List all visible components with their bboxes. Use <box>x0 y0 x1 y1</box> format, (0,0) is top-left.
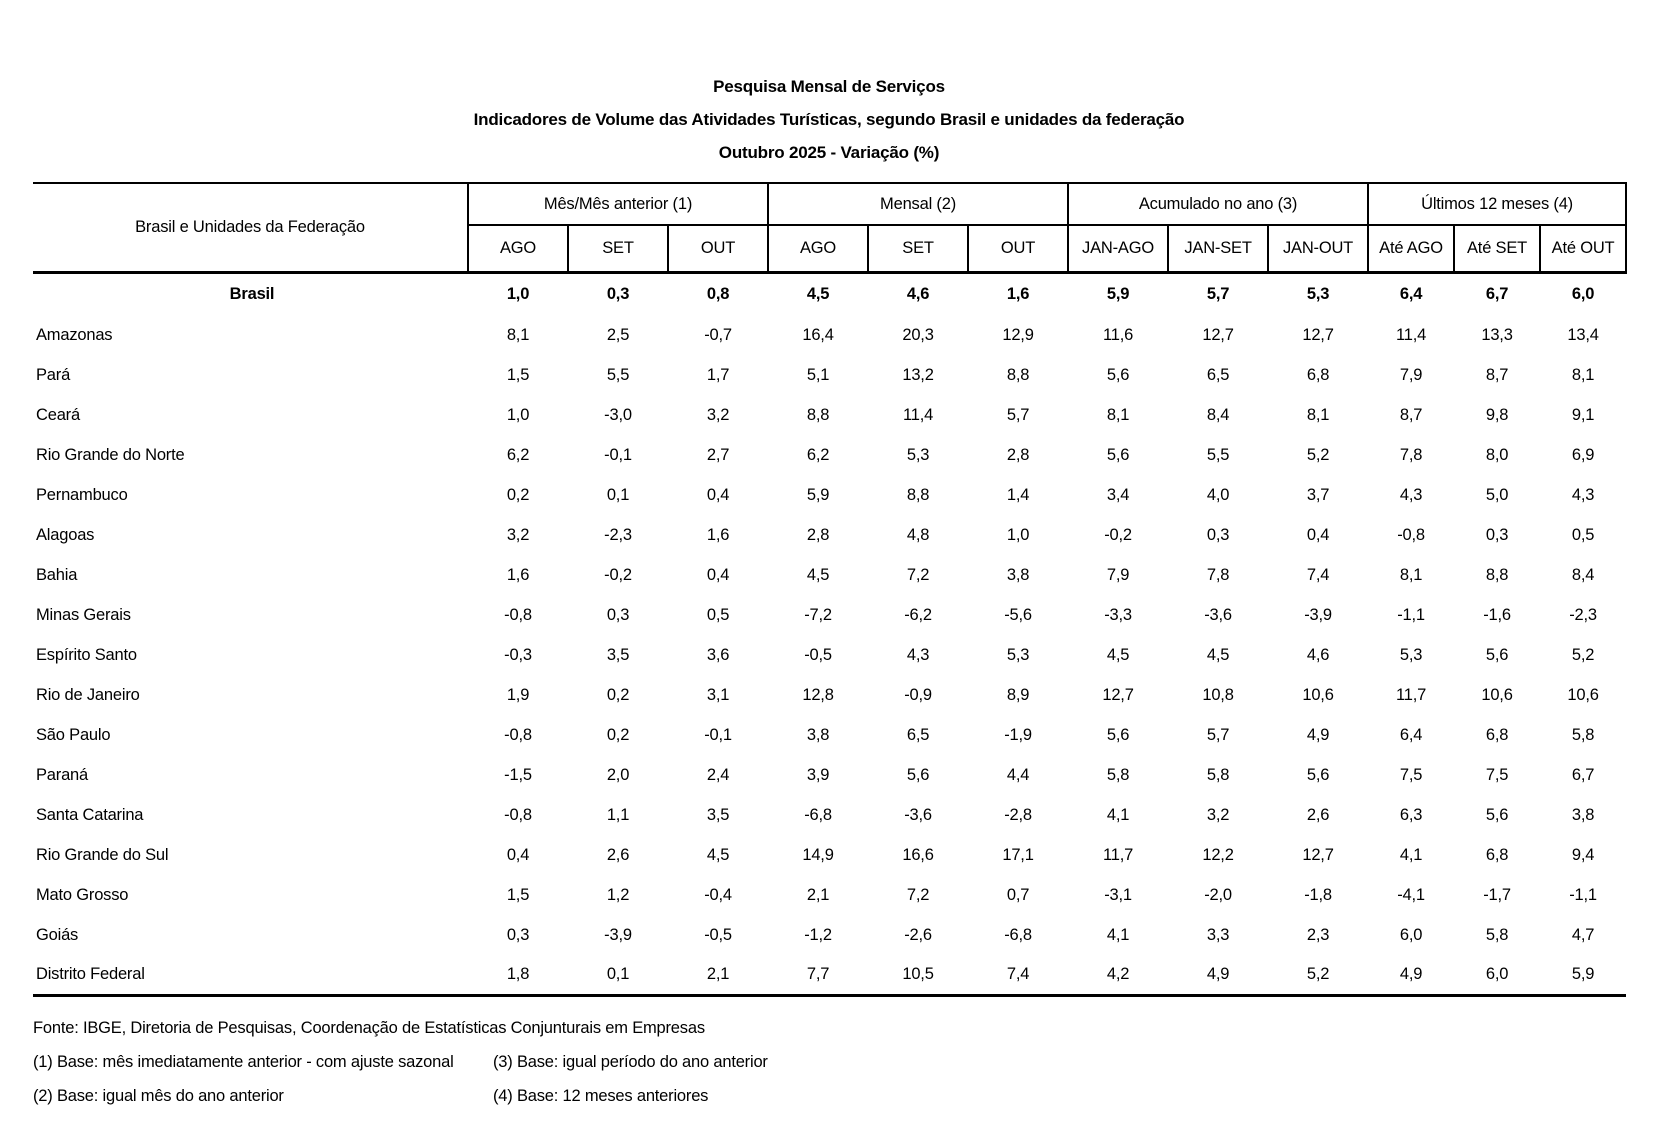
row-label: São Paulo <box>36 725 111 744</box>
value-cell: 4,5 <box>1106 645 1130 664</box>
value-cell: 5,5 <box>606 365 630 384</box>
value-cell: 5,9 <box>1540 955 1626 995</box>
value-cell: 4,3 <box>906 645 930 664</box>
value-cell: 12,9 <box>1002 325 1034 344</box>
value-cell: 1,5 <box>506 885 530 904</box>
value-cell: 7,7 <box>768 955 868 995</box>
value-cell: 0,3 <box>506 925 530 944</box>
value-cell: 4,7 <box>1571 925 1595 944</box>
value-cell: 2,6 <box>606 845 630 864</box>
value-cell: -0,9 <box>904 685 932 704</box>
row-label: Pernambuco <box>36 485 128 504</box>
value-cell: 8,7 <box>1485 365 1509 384</box>
table-row <box>33 355 1626 395</box>
value-cell: 1,1 <box>606 805 630 824</box>
value-cell: 0,2 <box>506 485 530 504</box>
value-cell: 2,1 <box>806 885 830 904</box>
value-cell: 6,4 <box>1399 725 1423 744</box>
value-cell: 5,6 <box>1106 445 1130 464</box>
value-cell: 17,1 <box>1002 845 1034 864</box>
value-cell: 0,1 <box>568 955 668 995</box>
value-cell: 5,6 <box>1106 725 1130 744</box>
value-cell: 8,9 <box>1006 685 1030 704</box>
value-cell: 0,5 <box>1571 525 1595 544</box>
value-cell: -2,3 <box>1569 605 1597 624</box>
column-header: AGO <box>768 225 868 272</box>
value-cell: -1,5 <box>504 765 532 784</box>
row-label: Goiás <box>36 925 79 944</box>
value-cell: -1,9 <box>1004 725 1032 744</box>
value-cell: 5,2 <box>1268 955 1368 995</box>
row-label: Paraná <box>36 765 89 784</box>
column-group-header-3: Acumulado no ano (3) <box>1068 183 1368 225</box>
value-cell: 12,7 <box>1302 325 1334 344</box>
value-cell: 0,4 <box>506 845 530 864</box>
value-cell: 4,9 <box>1168 955 1268 995</box>
value-cell: 5,2 <box>1306 445 1330 464</box>
value-cell: 4,1 <box>1106 925 1130 944</box>
value-cell: 6,9 <box>1571 445 1595 464</box>
value-cell: 6,0 <box>1571 284 1595 303</box>
value-cell: 4,9 <box>1306 725 1330 744</box>
value-cell: 9,8 <box>1485 405 1509 424</box>
value-cell: 5,3 <box>1306 284 1330 303</box>
report-title: Pesquisa Mensal de Serviços <box>713 77 945 96</box>
source-note: Fonte: IBGE, Diretoria de Pesquisas, Coordenação de Estatísticas Conjunturais em Empresas <box>33 1018 705 1037</box>
value-cell: 0,4 <box>1306 525 1330 544</box>
value-cell: 4,5 <box>806 565 830 584</box>
column-group-header-2: Mensal (2) <box>768 183 1068 225</box>
value-cell: 12,8 <box>802 685 834 704</box>
value-cell: -3,9 <box>604 925 632 944</box>
value-cell: 1,4 <box>1006 485 1030 504</box>
value-cell: 5,7 <box>1206 725 1230 744</box>
value-cell: -0,1 <box>604 445 632 464</box>
value-cell: -5,6 <box>1004 605 1032 624</box>
value-cell: -3,1 <box>1104 885 1132 904</box>
value-cell: 16,6 <box>902 845 934 864</box>
value-cell: 3,5 <box>606 645 630 664</box>
row-label: Santa Catarina <box>36 805 144 824</box>
value-cell: -6,2 <box>904 605 932 624</box>
table-row <box>33 395 1626 435</box>
report-subtitle: Indicadores de Volume das Atividades Turísticas, segundo Brasil e unidades da federação <box>473 110 1185 129</box>
value-cell: 5,6 <box>906 765 930 784</box>
value-cell: 4,3 <box>1399 485 1423 504</box>
row-label: Alagoas <box>36 525 95 544</box>
value-cell: -1,1 <box>1397 605 1425 624</box>
value-cell: 13,2 <box>902 365 934 384</box>
value-cell: 8,4 <box>1571 565 1595 584</box>
table-row <box>33 915 1626 955</box>
value-cell: 5,6 <box>1485 645 1509 664</box>
value-cell: 5,3 <box>1006 645 1030 664</box>
value-cell: 3,9 <box>806 765 830 784</box>
table-body <box>33 272 1626 995</box>
value-cell: 4,5 <box>806 284 830 303</box>
value-cell: 20,3 <box>902 325 934 344</box>
value-cell: -3,9 <box>1304 605 1332 624</box>
value-cell: -0,2 <box>1104 525 1132 544</box>
value-cell: 3,3 <box>1206 925 1230 944</box>
value-cell: -1,1 <box>1569 885 1597 904</box>
value-cell: 8,4 <box>1206 405 1230 424</box>
table-row <box>33 955 1626 995</box>
value-cell: 0,3 <box>1206 525 1230 544</box>
column-header: SET <box>568 225 668 272</box>
value-cell: -0,8 <box>1397 525 1425 544</box>
value-cell: -1,6 <box>1483 605 1511 624</box>
value-cell: 5,7 <box>1206 284 1230 303</box>
value-cell: 13,4 <box>1567 325 1599 344</box>
row-label: Mato Grosso <box>36 885 129 904</box>
value-cell: 6,0 <box>1399 925 1423 944</box>
value-cell: 4,5 <box>706 845 730 864</box>
value-cell: -0,3 <box>504 645 532 664</box>
value-cell: 6,8 <box>1485 725 1509 744</box>
value-cell: 1,0 <box>506 284 530 303</box>
value-cell: 0,3 <box>606 284 630 303</box>
value-cell: -1,7 <box>1483 885 1511 904</box>
table-row <box>33 635 1626 675</box>
value-cell: 1,8 <box>468 955 568 995</box>
table-row <box>33 272 1626 315</box>
row-label: Amazonas <box>36 325 113 344</box>
value-cell: 0,5 <box>706 605 730 624</box>
value-cell: 1,7 <box>706 365 730 384</box>
value-cell: 1,0 <box>1006 525 1030 544</box>
row-label: Ceará <box>36 405 80 424</box>
value-cell: 8,8 <box>806 405 830 424</box>
value-cell: 4,0 <box>1206 485 1230 504</box>
value-cell: -0,4 <box>704 885 732 904</box>
row-label: Bahia <box>36 565 78 584</box>
value-cell: 11,7 <box>1102 845 1134 864</box>
value-cell: 12,7 <box>1102 685 1134 704</box>
value-cell: 6,5 <box>1206 365 1230 384</box>
row-header-column: Brasil e Unidades da Federação <box>33 183 468 272</box>
value-cell: 1,6 <box>706 525 730 544</box>
value-cell: 0,4 <box>706 485 730 504</box>
value-cell: 10,6 <box>1302 685 1334 704</box>
value-cell: 1,5 <box>506 365 530 384</box>
value-cell: 2,8 <box>1006 445 1030 464</box>
footer-notes <box>33 1011 1658 1113</box>
value-cell: -2,8 <box>1004 805 1032 824</box>
row-label: Rio de Janeiro <box>36 685 140 704</box>
value-cell: -2,6 <box>904 925 932 944</box>
value-cell: 5,3 <box>906 445 930 464</box>
value-cell: -0,8 <box>504 605 532 624</box>
column-header: OUT <box>968 225 1068 272</box>
value-cell: -0,2 <box>604 565 632 584</box>
value-cell: 2,0 <box>606 765 630 784</box>
value-cell: 14,9 <box>802 845 834 864</box>
table-row <box>33 595 1626 635</box>
value-cell: 8,1 <box>506 325 530 344</box>
column-header: AGO <box>468 225 568 272</box>
table-header <box>33 183 1626 272</box>
value-cell: 7,8 <box>1399 445 1423 464</box>
value-cell: 7,9 <box>1399 365 1423 384</box>
value-cell: -0,7 <box>704 325 732 344</box>
value-cell: -3,3 <box>1104 605 1132 624</box>
row-label: Distrito Federal <box>33 955 468 995</box>
value-cell: 8,0 <box>1485 445 1509 464</box>
value-cell: -7,2 <box>804 605 832 624</box>
column-header: OUT <box>668 225 768 272</box>
title-block <box>0 0 1658 169</box>
value-cell: 2,3 <box>1306 925 1330 944</box>
value-cell: 4,1 <box>1399 845 1423 864</box>
value-cell: 6,7 <box>1485 284 1509 303</box>
value-cell: 11,4 <box>902 405 934 424</box>
value-cell: 7,2 <box>906 565 930 584</box>
value-cell: 8,8 <box>906 485 930 504</box>
value-cell: 0,3 <box>1485 525 1509 544</box>
value-cell: 0,7 <box>1006 885 1030 904</box>
note-1: (1) Base: mês imediatamente anterior - com ajuste sazonal <box>33 1052 454 1071</box>
value-cell: 3,2 <box>706 405 730 424</box>
value-cell: -0,5 <box>804 645 832 664</box>
value-cell: 8,1 <box>1399 565 1423 584</box>
column-header: Até AGO <box>1368 225 1454 272</box>
value-cell: 6,7 <box>1571 765 1595 784</box>
value-cell: 0,4 <box>706 565 730 584</box>
report-period: Outubro 2025 - Variação (%) <box>718 143 940 162</box>
value-cell: -3,0 <box>604 405 632 424</box>
value-cell: -0,1 <box>704 725 732 744</box>
value-cell: -3,6 <box>904 805 932 824</box>
value-cell: 2,8 <box>806 525 830 544</box>
value-cell: 0,2 <box>606 725 630 744</box>
table-row <box>33 675 1626 715</box>
value-cell: 6,2 <box>806 445 830 464</box>
value-cell: 7,5 <box>1485 765 1509 784</box>
column-header: JAN-AGO <box>1068 225 1168 272</box>
value-cell: 5,9 <box>806 485 830 504</box>
column-header: SET <box>868 225 968 272</box>
value-cell: 12,7 <box>1202 325 1234 344</box>
value-cell: -6,8 <box>804 805 832 824</box>
notes-row-2 <box>33 1079 1658 1113</box>
value-cell: 3,8 <box>1571 805 1595 824</box>
column-header: Até OUT <box>1540 225 1626 272</box>
column-group-header-1: Mês/Mês anterior (1) <box>468 183 768 225</box>
value-cell: 6,8 <box>1485 845 1509 864</box>
value-cell: 7,4 <box>1306 565 1330 584</box>
value-cell: 10,6 <box>1481 685 1513 704</box>
value-cell: -3,6 <box>1204 605 1232 624</box>
row-label: Brasil <box>229 284 275 303</box>
value-cell: 4,9 <box>1368 955 1454 995</box>
value-cell: -2,0 <box>1204 885 1232 904</box>
value-cell: 3,8 <box>806 725 830 744</box>
value-cell: 1,6 <box>1006 284 1030 303</box>
row-label: Minas Gerais <box>36 605 131 624</box>
value-cell: 5,2 <box>1571 645 1595 664</box>
value-cell: 4,6 <box>1306 645 1330 664</box>
value-cell: 3,5 <box>706 805 730 824</box>
value-cell: 5,6 <box>1106 365 1130 384</box>
notes-row-1 <box>33 1045 1658 1079</box>
value-cell: 8,1 <box>1571 365 1595 384</box>
value-cell: 5,7 <box>1006 405 1030 424</box>
value-cell: 4,8 <box>906 525 930 544</box>
table-row <box>33 435 1626 475</box>
value-cell: 4,5 <box>1206 645 1230 664</box>
value-cell: 6,0 <box>1454 955 1540 995</box>
value-cell: 1,0 <box>506 405 530 424</box>
value-cell: 6,2 <box>506 445 530 464</box>
value-cell: -1,2 <box>804 925 832 944</box>
value-cell: -6,8 <box>1004 925 1032 944</box>
table-row <box>33 715 1626 755</box>
value-cell: -0,5 <box>704 925 732 944</box>
value-cell: 5,8 <box>1485 925 1509 944</box>
value-cell: 5,8 <box>1206 765 1230 784</box>
value-cell: 0,3 <box>606 605 630 624</box>
column-header: Até SET <box>1454 225 1540 272</box>
indicators-table <box>33 182 1627 997</box>
table-row <box>33 475 1626 515</box>
value-cell: 1,9 <box>506 685 530 704</box>
value-cell: 4,1 <box>1106 805 1130 824</box>
row-label: Pará <box>36 365 71 384</box>
value-cell: 5,8 <box>1106 765 1130 784</box>
value-cell: 3,2 <box>1206 805 1230 824</box>
row-label: Rio Grande do Norte <box>36 445 185 464</box>
value-cell: 4,3 <box>1571 485 1595 504</box>
value-cell: 3,6 <box>706 645 730 664</box>
row-label: Rio Grande do Sul <box>36 845 169 864</box>
value-cell: 11,7 <box>1395 685 1427 704</box>
value-cell: 0,2 <box>606 685 630 704</box>
value-cell: 4,2 <box>1068 955 1168 995</box>
value-cell: 7,2 <box>906 885 930 904</box>
value-cell: 6,5 <box>906 725 930 744</box>
value-cell: 1,6 <box>506 565 530 584</box>
value-cell: 6,3 <box>1399 805 1423 824</box>
table-row <box>33 555 1626 595</box>
note-3: (3) Base: igual período do ano anterior <box>493 1052 768 1071</box>
table-row <box>33 835 1626 875</box>
value-cell: 5,3 <box>1399 645 1423 664</box>
column-header: JAN-SET <box>1168 225 1268 272</box>
table-row <box>33 755 1626 795</box>
value-cell: 4,6 <box>906 284 930 303</box>
value-cell: 8,1 <box>1306 405 1330 424</box>
value-cell: 5,6 <box>1306 765 1330 784</box>
note-2: (2) Base: igual mês do ano anterior <box>33 1086 284 1105</box>
value-cell: 12,7 <box>1302 845 1334 864</box>
value-cell: 8,8 <box>1485 565 1509 584</box>
value-cell: 2,7 <box>706 445 730 464</box>
table-row <box>33 875 1626 915</box>
value-cell: 5,8 <box>1571 725 1595 744</box>
value-cell: 8,1 <box>1106 405 1130 424</box>
value-cell: 0,8 <box>706 284 730 303</box>
value-cell: -2,3 <box>604 525 632 544</box>
value-cell: 11,4 <box>1395 325 1427 344</box>
value-cell: 5,6 <box>1485 805 1509 824</box>
note-4: (4) Base: 12 meses anteriores <box>493 1086 709 1105</box>
value-cell: 9,4 <box>1571 845 1595 864</box>
value-cell: 6,8 <box>1306 365 1330 384</box>
value-cell: -4,1 <box>1397 885 1425 904</box>
value-cell: -1,8 <box>1304 885 1332 904</box>
value-cell: 3,7 <box>1306 485 1330 504</box>
table-row <box>33 795 1626 835</box>
value-cell: 5,0 <box>1485 485 1509 504</box>
value-cell: 10,5 <box>868 955 968 995</box>
value-cell: -0,8 <box>504 805 532 824</box>
value-cell: 9,1 <box>1571 405 1595 424</box>
value-cell: -0,8 <box>504 725 532 744</box>
value-cell: 12,2 <box>1202 845 1234 864</box>
value-cell: 3,2 <box>506 525 530 544</box>
value-cell: 8,8 <box>1006 365 1030 384</box>
table-row <box>33 315 1626 355</box>
value-cell: 5,9 <box>1106 284 1130 303</box>
column-group-header-4: Últimos 12 meses (4) <box>1368 183 1626 225</box>
value-cell: 2,1 <box>668 955 768 995</box>
value-cell: 2,6 <box>1306 805 1330 824</box>
value-cell: 5,1 <box>806 365 830 384</box>
value-cell: 4,4 <box>1006 765 1030 784</box>
value-cell: 2,5 <box>606 325 630 344</box>
value-cell: 0,1 <box>606 485 630 504</box>
value-cell: 7,9 <box>1106 565 1130 584</box>
value-cell: 2,4 <box>706 765 730 784</box>
value-cell: 13,3 <box>1481 325 1513 344</box>
value-cell: 8,7 <box>1399 405 1423 424</box>
column-header: JAN-OUT <box>1268 225 1368 272</box>
value-cell: 7,8 <box>1206 565 1230 584</box>
value-cell: 1,2 <box>606 885 630 904</box>
value-cell: 7,4 <box>968 955 1068 995</box>
table-row <box>33 515 1626 555</box>
value-cell: 10,8 <box>1202 685 1234 704</box>
row-label: Espírito Santo <box>36 645 137 664</box>
value-cell: 3,1 <box>706 685 730 704</box>
value-cell: 10,6 <box>1567 685 1599 704</box>
value-cell: 3,4 <box>1106 485 1130 504</box>
value-cell: 11,6 <box>1102 325 1134 344</box>
value-cell: 3,8 <box>1006 565 1030 584</box>
value-cell: 5,5 <box>1206 445 1230 464</box>
value-cell: 7,5 <box>1399 765 1423 784</box>
value-cell: 16,4 <box>802 325 834 344</box>
value-cell: 6,4 <box>1399 284 1423 303</box>
